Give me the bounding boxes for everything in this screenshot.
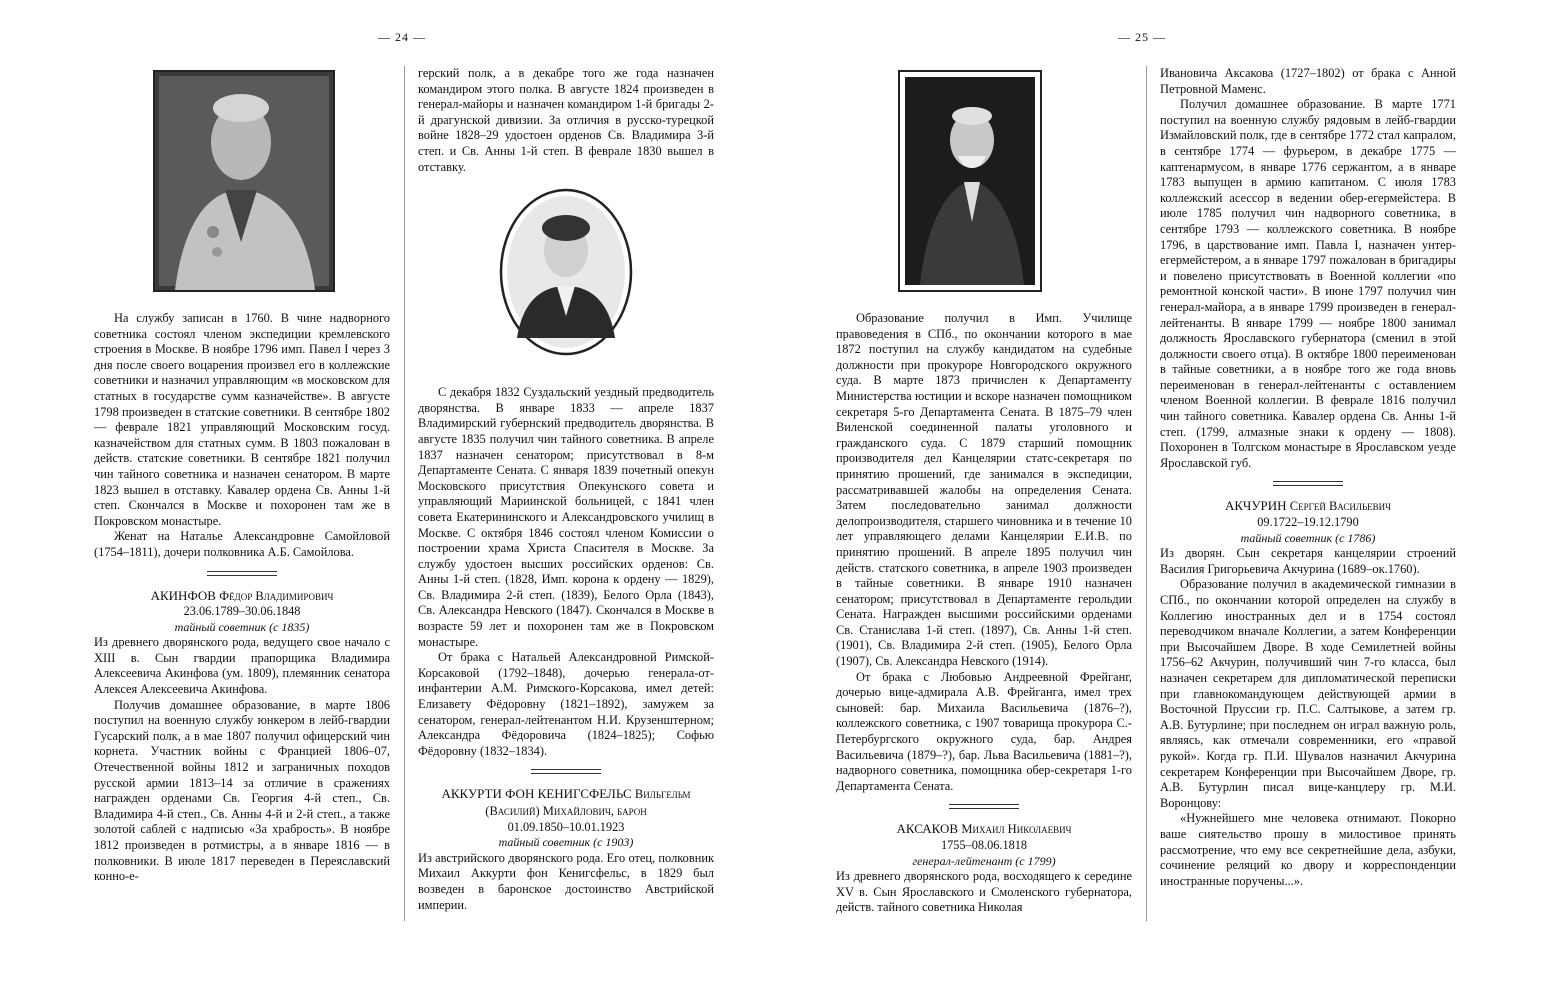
entry-rank: тайный советник (с 1903) [498,835,634,850]
column-4 [1160,66,1456,889]
entry-dates: 01.09.1850–10.01.1923 [507,819,625,834]
paragraph: Ивановича Аксакова (1727–1802) от брака с Анной Петровной Маменс. [1160,66,1456,96]
paragraph: Образование получил в Имп. Училище правоведения в СПб., по окончании которого в мае 1872 поступил на службу кандидатом на судебные должности при прокуроре Новгородского окружного суда. В марте 1873 причислен к Департаменту Министерства юстиции и вскоре назначен помощником секретаря 5-го Департамента Сената. В 1875–79 член Виленской соединенной палаты уголовного и гражданского суда. С 1879 старший помощник производителя дел Канцелярии статс-секретаря по принятию прошений, где занимался в экспедиции, рассматривавшей жалобы на определения Сената. Затем последовательно занимал должности делопроизводителя, старшего чиновника и в течение 10 лет управляющего делами Канцелярии Е.И.В. по принятию прошений. В апреле 1895 получил чин действ. статского советника, в апреле 1903 произведен в тайные советники. В январе 1910 назначен сенатором; присутствовал в Департаменте герольдии Сената. Награжден высшими российскими орденами Св. Станислава 1-й степ. (1897), Св. Анны 1-й степ. (1901), Св. Владимира 2-й степ. (1905), Белого Орла (1907), Св. Александра Невского (1914). [836,311,1132,669]
column-1 [94,311,390,885]
portrait-spacer [418,175,714,385]
entry-surname: АКСАКОВ [896,821,959,837]
paragraph: герский полк, а в декабре того же года назначен командиром этого полка. В августе 1824 произведен в генерал-майоры и назначен командиром 1-й бригады 2-й драгунской дивизии. За отличия в русско-турецкой войне 1828–29 удостоен орденов Св. Владимира 3-й степ. и Св. Анны 1-й степ. В феврале 1830 вышел в отставку. [418,66,714,174]
entry-heading [94,588,390,636]
entry-given-name-continued: (Василий) Михайлович, барон [485,804,647,818]
entry-dates: 23.06.1789–30.06.1848 [183,604,301,619]
column-3 [836,311,1132,916]
paragraph: Получил домашнее образование. В марте 1771 поступил на военную службу рядовым в лейб-гвардии Измайловский полк, где в сентябре 1772 стал капралом, в сентябре 1774 — фурьером, в декабре 1775 — каптенармусом, в январе 1776 сержантом, а в январе 1783 выпущен в армию капитаном. С июля 1783 коллежский асессор в ведении обер-егермейстера. В июле 1785 получил чин надворного советника, в сентябре 1793 — коллежского советника. В ноябре 1796, в царствование имп. Павла I, назначен унтер-егермейстером, а в январе 1797 пожалован в бригадиры и повелено присутствовать в Военной коллегии «по ремонтной конской части». В июне 1797 получил чин генерал-майора, а в январе 1799 произведен в генерал-лейтенанты. В январе 1799 — ноябре 1800 занимал должность Ярославского губернатора (сменил в этой должности своего отца). В октябре 1800 переименован в тайные советники, а в ноябре того же года вновь переименован в генерал-лейтенанты с оставлением членом Военной коллегии. В феврале 1816 получил чин тайного советника. Кавалер ордена Св. Анны 1-й степ. (1799, алмазные знаки к ордену — 1808). Похоронен в Толгском монастыре в Ярославском уезде Ярославской губ. [1160,97,1456,470]
paragraph: Получив домашнее образование, в марте 1806 поступил на военную службу юнкером в лейб-гвардии Гусарский полк, а в мае 1807 получил офицерский чин корнета. Участник войны с Францией 1806–07, Отечественной войны 1812 и заграничных походов русской армии 1813–14 за отличие в сражениях награжден орденами Св. Георгия 4-й степ., Св. Владимира 4-й степ., Св. Анны 4-й и 2-й степ., а также золотой саблей с надписью «За храбрость». В ноябре 1812 произведен в ротмистры, а в январе 1816 — в полковники. В июле 1817 переведен в Переяславский конно-е- [94,697,390,884]
separator [949,804,1019,809]
paragraph: Из древнего дворянского рода, восходящего к середине XV в. Сын Ярославского и Смоленского губернатора, действ. тайного советника Николая [836,869,1132,915]
entry-given-name: Вильгельм [634,787,691,802]
paragraph: «Нужнейшего мне человека отнимают. Покорно ваше сиятельство прошу в милостивое принять рассмотрение, что ему все секретнейшие дела, азбуки, сочинение реляций ко двору и корреспонденции иностранные поручены...». [1160,811,1456,888]
page-number-right: — 25 — [1118,30,1166,44]
page-number-left: — 24 — [378,30,426,44]
entry-heading [418,786,714,850]
portrait-akkurti [898,70,1042,292]
entry-surname: АККУРТИ ФОН КЕНИГСФЕЛЬС [441,786,632,802]
entry-heading [1160,498,1456,546]
entry-rank: генерал-лейтенант (с 1799) [912,853,1056,868]
paragraph: Из дворян. Сын секретаря канцелярии строений Василия Григорьевича Акчурина (1689–ок.1760). [1160,546,1456,576]
entry-given-name: Фёдор Владимирович [219,588,334,603]
column-rule-right [1146,66,1147,921]
paragraph: От брака с Натальей Александровной Римской-Корсаковой (1792–1848), дочерью генерала-от-инфантерии А.М. Римского-Корсакова, имел детей: Елизавету Фёдоровну (1821–1892), замужем за сенатором, генерал-лейтенантом Н.И. Крузенштерном; Александра Фёдоровича (1824–1825); Софью Фёдоровну (1832–1834). [418,650,714,758]
paragraph: На службу записан в 1760. В чине надворного советника состоял членом экспедиции кремлевского строения в Москве. В ноябре 1796 имп. Павел I через 3 дня после своего воцарения произвел его в коллежские советники и назначил управляющим «в московском для статных в государстве сумм казначействе». В августе 1798 произведен в статские советники. В сентябре 1802 — феврале 1821 управляющий Московским госуд. казначейством для статных сумм. В 1803 пожалован в действ. статские советники. В сентябре 1821 получил чин тайного советника и назначен сенатором. В марте 1823 вышел в отставку. Кавалер ордена Св. Анны 1-й степ. Скончался в Москве и похоронен там же в Покровском монастыре. [94,311,390,528]
portrait-samoylov [153,70,335,292]
paragraph: С декабря 1832 Суздальский уездный предводитель дворянства. В январе 1833 — апреле 1837 Владимирский губернский предводитель дворянства. В августе 1835 получил чин тайного советника. В апреле 1837 назначен сенатором; присутствовал в 8-м Департаменте Сената. С января 1839 почетный опекун Московского присутствия Опекунского совета и управляющий Мариинской больницей, с 1841 член совета Екатерининского и Александровского училищ в Москве. С октября 1846 состоял членом Комиссии о построении храма Христа Спасителя в Москве. За службу удостоен высших российских орденов: Св. Анны 1-й степ. (1828, Имп. корона к ордену — 1829), Св. Владимира 2-й степ. (1839), Белого Орла (1843), Св. Александра Невского (1847). Скончался в Москве в возрасте 59 лет и похоронен там же в Покровском монастыре. [418,385,714,649]
entry-rank: тайный советник (с 1786) [1240,530,1376,545]
entry-given-name: Сергей Васильевич [1289,499,1391,514]
paragraph: От брака с Любовью Андреевной Фрейганг, дочерью вице-адмирала А.В. Фрейганга, имел трех сыновей: бар. Михаила Васильевича (1876–?), коллежского советника, с 1907 товарища прокурора С.-Петербургского окружного суда, бар. Андрея Васильевича (1879–?), бар. Льва Васильевича (1881–?), надворного советника, помощника обер-секретаря 1-го Департамента Сената. [836,669,1132,793]
entry-surname: АКИНФОВ [150,587,216,603]
entry-heading [836,821,1132,869]
column-rule-left [404,66,405,921]
entry-given-name: Михаил Николаевич [961,822,1072,837]
entry-dates: 1755–08.06.1818 [940,838,1028,852]
separator [207,571,277,576]
entry-surname: АКЧУРИН [1225,498,1287,514]
entry-dates: 09.1722–19.12.1790 [1257,515,1359,530]
separator [531,769,601,774]
paragraph: Из древнего дворянского рода, ведущего свое начало с XIII в. Сын гвардии прапорщика Владимира Алексеевича Акинфова (ум. 1809), племянник сенатора Алексея Алексеевича Акинфова. [94,635,390,697]
column-2 [418,66,714,913]
separator [1273,481,1343,486]
paragraph: Женат на Наталье Александровне Самойловой (1754–1811), дочери полковника А.Б. Самойлова. [94,529,390,559]
paragraph: Образование получил в академической гимназии в СПб., по окончании которой определен на службу в Коллегию иностранных дел и в 1754 состоял переводчиком вначале Коллегии, а затем Конференции при Высочайшем Дворе. В ходе Семилетней войны 1756–62 Акчурин, получивший чин 7-го класса, был назначен секретарем для дипломатической переписки при главнокомандующем действующей армии в Восточной Пруссии гр. П.С. Салтыкове, а затем гр. А.В. Бутурлине; при последнем он играл важную роль, являясь, как отмечали современники, его «правой рукой». Когда гр. П.И. Шувалов назначил Акчурина секретарем Конференции при Высочайшем Дворе, гр. А.В. Бутурлин писал вице-канцлеру гр. М.И. Воронцову: [1160,577,1456,810]
paragraph: Из австрийского дворянского рода. Его отец, полковник Михаил Аккурти фон Кенигсфельс, в 1829 был возведен в баронское достоинство Австрийской империи. [418,850,714,912]
entry-rank: тайный советник (с 1835) [174,619,310,634]
